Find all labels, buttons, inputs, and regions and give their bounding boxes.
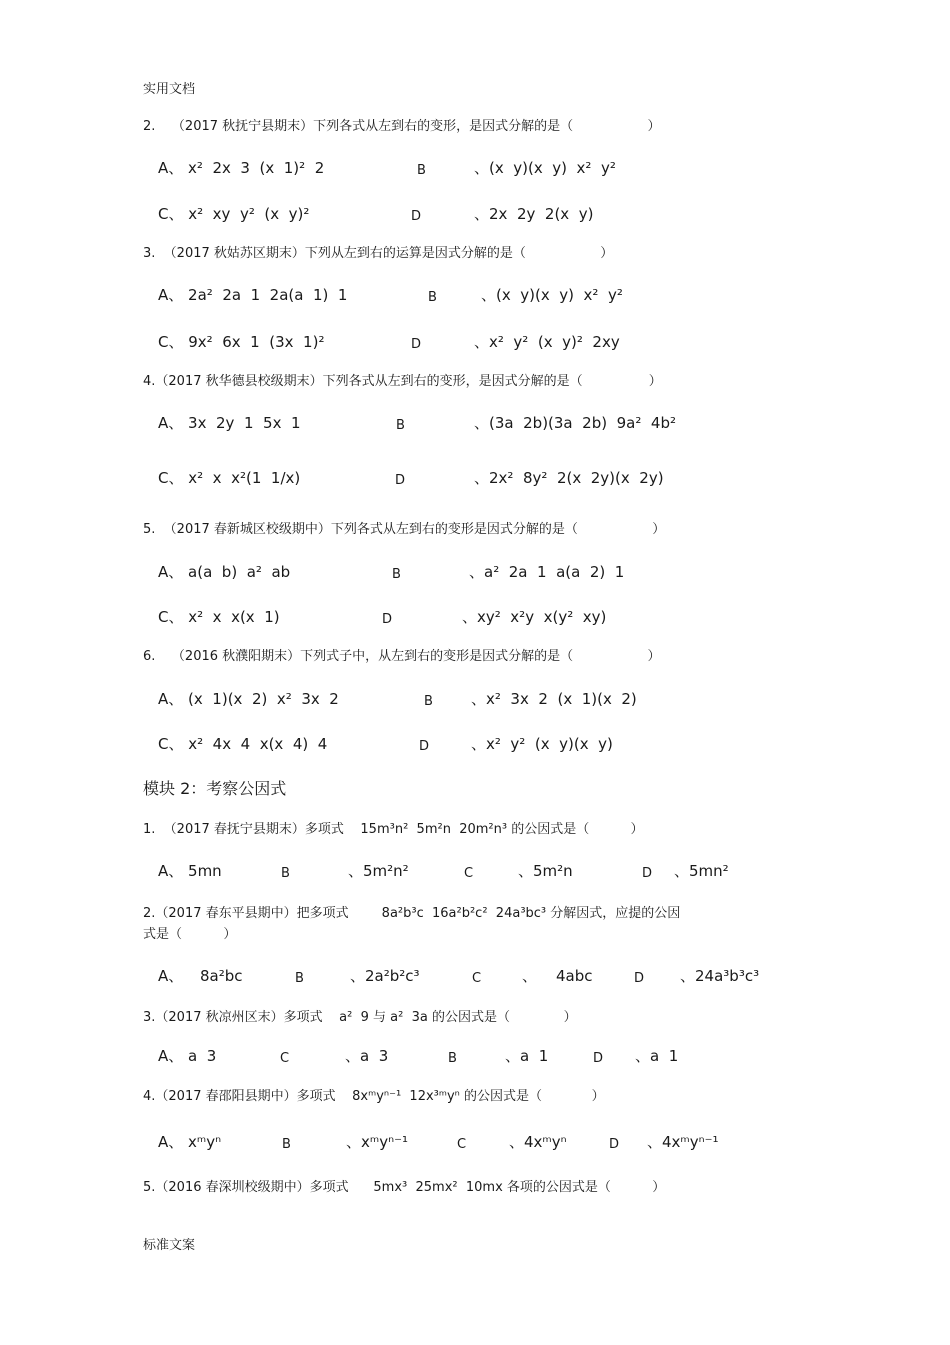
m2-question-1-option-b-letter: B bbox=[281, 866, 290, 881]
question-4-option-b-letter: B bbox=[396, 418, 405, 433]
question-6-option-a: A、 (x 1)(x 2) x² 3x 2 bbox=[158, 690, 339, 708]
question-3-option-d: 、x² y² (x y)² 2xy bbox=[474, 333, 620, 351]
question-2-option-c: C、 x² xy y² (x y)² bbox=[158, 205, 310, 223]
question-4-option-d: 、2x² 8y² 2(x 2y)(x 2y) bbox=[474, 469, 664, 487]
question-4-option-d-letter: D bbox=[395, 473, 406, 488]
page-footer: 标准文案 bbox=[143, 1238, 196, 1253]
m2-question-4-option-a: A、 xᵐyⁿ bbox=[158, 1133, 222, 1151]
m2-question-4-option-d-letter: D bbox=[609, 1137, 620, 1152]
question-2-option-a: A、 x² 2x 3 (x 1)² 2 bbox=[158, 159, 325, 177]
question-5-stem: 5. （2017 春新城区校级期中）下列各式从左到右的变形是因式分解的是（ ） bbox=[143, 522, 666, 537]
question-6-option-b: 、x² 3x 2 (x 1)(x 2) bbox=[471, 690, 637, 708]
m2-question-4-option-d: 、4xᵐyⁿ⁻¹ bbox=[647, 1133, 719, 1151]
question-2-option-b-letter: B bbox=[417, 163, 426, 178]
question-6-option-d: 、x² y² (x y)(x y) bbox=[471, 735, 613, 753]
m2-question-2-option-c: 4abc bbox=[556, 967, 593, 985]
question-3-option-b-letter: B bbox=[428, 290, 437, 305]
m2-question-2-option-a-letter: A、 bbox=[158, 967, 184, 985]
question-2-option-d-letter: D bbox=[411, 209, 422, 224]
m2-question-3-option-b-letter: B bbox=[448, 1051, 457, 1066]
question-3-option-a: A、 2a² 2a 1 2a(a 1) 1 bbox=[158, 286, 348, 304]
m2-question-3-option-a: A、 a 3 bbox=[158, 1047, 217, 1065]
question-6-option-b-letter: B bbox=[424, 694, 433, 709]
question-5-option-d-letter: D bbox=[382, 612, 393, 627]
m2-question-3-option-d-letter: D bbox=[593, 1051, 604, 1066]
m2-question-4-option-b-letter: B bbox=[282, 1137, 291, 1152]
m2-question-2-option-d-letter: D bbox=[634, 971, 645, 986]
question-6-option-c: C、 x² 4x 4 x(x 4) 4 bbox=[158, 735, 328, 753]
question-5-option-b-letter: B bbox=[392, 567, 401, 582]
m2-question-3-option-d: 、a 1 bbox=[635, 1047, 679, 1065]
m2-question-3-option-b: 、a 1 bbox=[505, 1047, 549, 1065]
m2-question-1-stem: 1. （2017 春抚宁县期末）多项式 15m³n² 5m²n 20m²n³ 的公因式是（ ） bbox=[143, 822, 644, 837]
m2-question-3-option-c: 、a 3 bbox=[345, 1047, 389, 1065]
question-6-option-d-letter: D bbox=[419, 739, 430, 754]
m2-question-4-stem: 4.（2017 春邵阳县期中）多项式 8xᵐyⁿ⁻¹ 12x³ᵐyⁿ 的公因式是（ ） bbox=[143, 1089, 605, 1104]
m2-question-2-option-b: 、2a²b²c³ bbox=[350, 967, 420, 985]
question-4-option-b: 、(3a 2b)(3a 2b) 9a² 4b² bbox=[474, 414, 676, 432]
question-3-option-d-letter: D bbox=[411, 337, 422, 352]
question-5-option-a: A、 a(a b) a² ab bbox=[158, 563, 291, 581]
m2-question-1-option-c-letter: C bbox=[464, 866, 474, 881]
question-3-stem: 3. （2017 秋姑苏区期末）下列从左到右的运算是因式分解的是（ ） bbox=[143, 246, 614, 261]
m2-question-5-stem: 5.（2016 春深圳校级期中）多项式 5mx³ 25mx² 10mx 各项的公因式是（ ） bbox=[143, 1180, 666, 1195]
m2-question-2-option-b-letter: B bbox=[295, 971, 304, 986]
m2-question-1-option-a: A、 5mn bbox=[158, 862, 222, 880]
m2-question-2-option-a: 8a²bc bbox=[200, 967, 243, 985]
m2-question-3-stem: 3.（2017 秋凉州区末）多项式 a² 9 与 a² 3a 的公因式是（ ） bbox=[143, 1010, 577, 1025]
m2-question-2-stem: 2.（2017 春东平县期中）把多项式 8a²b³c 16a²b²c² 24a³bc³ 分解因式，应提的公因 bbox=[143, 906, 681, 921]
question-5-option-b: 、a² 2a 1 a(a 2) 1 bbox=[469, 563, 625, 581]
page-header: 实用文档 bbox=[143, 82, 196, 97]
question-3-option-c: C、 9x² 6x 1 (3x 1)² bbox=[158, 333, 325, 351]
question-4-stem: 4.（2017 秋华德县校级期末）下列各式从左到右的变形，是因式分解的是（ ） bbox=[143, 374, 662, 389]
question-5-option-c: C、 x² x x(x 1) bbox=[158, 608, 280, 626]
m2-question-2-stem-cont: 式是（ ） bbox=[143, 927, 237, 942]
question-2-option-b: 、(x y)(x y) x² y² bbox=[474, 159, 616, 177]
m2-question-1-option-c: 、5m²n bbox=[518, 862, 573, 880]
question-4-option-a: A、 3x 2y 1 5x 1 bbox=[158, 414, 301, 432]
question-3-option-b: 、(x y)(x y) x² y² bbox=[481, 286, 623, 304]
m2-question-4-option-b: 、xᵐyⁿ⁻¹ bbox=[346, 1133, 409, 1151]
m2-question-1-option-d-letter: D bbox=[642, 866, 653, 881]
m2-question-2-option-c-sep: 、 bbox=[522, 967, 538, 985]
question-5-option-d: 、xy² x²y x(y² xy) bbox=[462, 608, 607, 626]
m2-question-4-option-c: 、4xᵐyⁿ bbox=[509, 1133, 567, 1151]
question-6-stem: 6. （2016 秋濮阳期末）下列式子中，从左到右的变形是因式分解的是（ ） bbox=[143, 649, 661, 664]
m2-question-4-option-c-letter: C bbox=[457, 1137, 467, 1152]
m2-question-2-option-d: 、24a³b³c³ bbox=[680, 967, 760, 985]
m2-question-3-option-c-letter: C bbox=[280, 1051, 290, 1066]
question-2-option-d: 、2x 2y 2(x y) bbox=[474, 205, 594, 223]
m2-question-1-option-b: 、5m²n² bbox=[348, 862, 409, 880]
m2-question-1-option-d: 、5mn² bbox=[674, 862, 729, 880]
module-2-title: 模块 2：考察公因式 bbox=[143, 779, 287, 798]
m2-question-2-option-c-letter: C bbox=[472, 971, 482, 986]
question-4-option-c: C、 x² x x²(1 1/x) bbox=[158, 469, 301, 487]
question-2-stem: 2. （2017 秋抚宁县期末）下列各式从左到右的变形，是因式分解的是（ ） bbox=[143, 119, 661, 134]
